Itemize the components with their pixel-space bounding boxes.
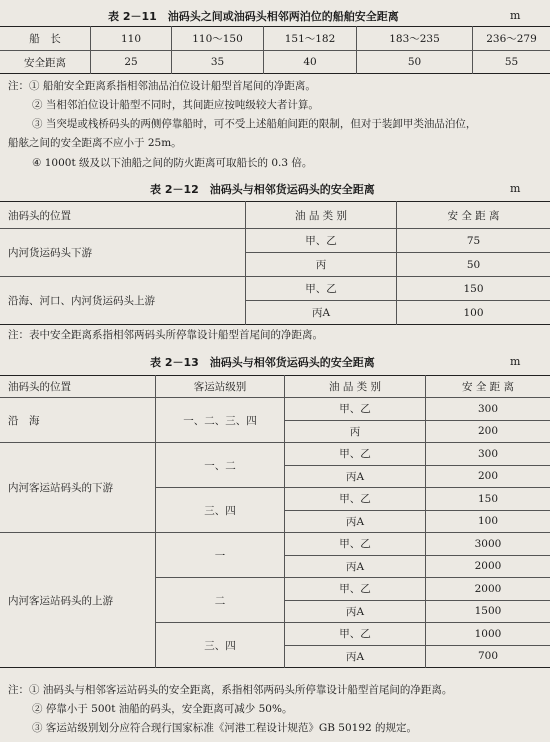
table-cell: 75 — [397, 229, 550, 253]
table-2-13 — [0, 375, 550, 668]
table-cell: 丙A — [285, 510, 426, 533]
table-cell: 700 — [426, 645, 550, 668]
table-cell: 沿 海 — [8, 414, 40, 427]
note-text: ② 当相邻泊位设计船型不同时，其间距应按吨级较大者计算。 — [32, 99, 319, 111]
table-cell: 丙A — [246, 301, 397, 325]
table-cell: 100 — [397, 301, 550, 325]
table-row — [0, 51, 550, 74]
table-cell: 丙 — [246, 253, 397, 277]
table-cell: 甲、乙 — [246, 277, 397, 301]
note-text: ④ 1000t 级及以下油船之间的防火距离可取船长的 0.3 倍。 — [32, 157, 313, 169]
table-cell: 1500 — [426, 600, 550, 623]
table-cell: 甲、乙 — [246, 229, 397, 253]
table-cell: 55 — [473, 51, 550, 74]
table-cell: 200 — [426, 420, 550, 443]
table-cell: 200 — [426, 465, 550, 488]
table-cell: 183～235 — [357, 27, 473, 51]
table-header-cell: 油 品 类 别 — [246, 202, 397, 229]
table-cell: 50 — [357, 51, 473, 74]
table-2-13-unit: m — [510, 355, 521, 368]
table-cell: 一、二、三、四 — [156, 398, 285, 443]
table-cell: 100 — [426, 510, 550, 533]
table-cell: 110～150 — [172, 27, 264, 51]
table-row — [0, 229, 550, 253]
note-text: 注：表中安全距离系指相邻两码头所停靠设计船型首尾间的净距离。 — [8, 329, 323, 341]
table-cell: 甲、乙 — [285, 443, 426, 466]
table-cell: 236～279 — [473, 27, 550, 51]
note-text: ② 停靠小于 500t 油船的码头，安全距离可减少 50%。 — [32, 703, 293, 715]
table-cell: 内河客运站码头的下游 — [0, 443, 156, 533]
table-2-11 — [0, 26, 550, 74]
table-row — [0, 277, 550, 301]
note-text: 船舷之间的安全距离不应小于 25m。 — [8, 137, 182, 149]
table-row — [0, 27, 550, 51]
table-row — [0, 398, 550, 421]
table-header-cell: 安 全 距 离 — [397, 202, 550, 229]
table-cell: 二 — [156, 578, 285, 623]
note-text: 注：① 船舶安全距离系指相邻油品泊位设计船型首尾间的净距离。 — [8, 80, 316, 92]
table-cell: 丙A — [285, 600, 426, 623]
table-cell: 一、二 — [156, 443, 285, 488]
note-text: ③ 当突堤或栈桥码头的两侧停靠船时，可不受上述船舶间距的限制，但对于装卸甲类油品泊位， — [32, 118, 477, 130]
table-2-12 — [0, 201, 550, 325]
table-cell: 沿海、河口、内河货运码头上游 — [8, 295, 155, 307]
table-cell: 2000 — [426, 555, 550, 578]
table-header-cell: 客运站级别 — [156, 376, 285, 398]
note-text: 注：① 油码头与相邻客运站码头的安全距离，系指相邻两码头所停靠设计船型首尾间的净距离。 — [8, 684, 453, 696]
table-cell: 丙A — [285, 465, 426, 488]
table-cell: 甲、乙 — [285, 533, 426, 556]
table-cell: 船 长 — [29, 33, 61, 45]
table-cell: 内河货运码头下游 — [8, 247, 92, 259]
table-cell: 1000 — [426, 623, 550, 646]
table-cell: 甲、乙 — [285, 488, 426, 511]
table-cell: 甲、乙 — [285, 398, 426, 421]
table-cell: 50 — [397, 253, 550, 277]
table-cell: 150 — [397, 277, 550, 301]
table-cell: 35 — [172, 51, 264, 74]
table-2-12-title: 表 2－12 油码头与相邻货运码头的安全距离 — [150, 183, 375, 196]
table-cell: 甲、乙 — [285, 578, 426, 601]
table-cell: 安全距离 — [24, 56, 66, 69]
table-cell: 25 — [91, 51, 172, 74]
table-cell: 甲、乙 — [285, 623, 426, 646]
table-cell: 300 — [426, 443, 550, 466]
table-cell: 3000 — [426, 533, 550, 556]
note-text: ③ 客运站级别划分应符合现行国家标准《河港工程设计规范》GB 50192 的规定。 — [32, 722, 418, 734]
table-cell: 300 — [426, 398, 550, 421]
table-header-cell: 安 全 距 离 — [426, 376, 550, 398]
table-header-cell: 油 品 类 别 — [285, 376, 426, 398]
table-cell: 2000 — [426, 578, 550, 601]
table-2-13-title: 表 2－13 油码头与相邻货运码头的安全距离 — [150, 356, 375, 369]
table-cell: 三、四 — [156, 623, 285, 668]
table-cell: 内河客运站码头的上游 — [0, 533, 156, 668]
table-2-12-unit: m — [510, 182, 521, 195]
table-cell: 一 — [156, 533, 285, 578]
table-cell: 三、四 — [156, 488, 285, 533]
table-header-cell: 油码头的位置 — [8, 209, 71, 222]
table-header-cell: 油码头的位置 — [8, 381, 71, 393]
table-row — [0, 202, 550, 229]
table-cell: 151～182 — [264, 27, 357, 51]
table-2-11-unit: m — [510, 9, 521, 22]
table-row — [0, 376, 550, 398]
table-cell: 150 — [426, 488, 550, 511]
table-2-11-title: 表 2－11 油码头之间或油码头相邻两泊位的船舶安全距离 — [108, 10, 399, 23]
table-cell: 110 — [91, 27, 172, 51]
table-row — [0, 443, 550, 466]
table-cell: 丙A — [285, 645, 426, 668]
table-row — [0, 533, 550, 556]
table-cell: 丙 — [285, 420, 426, 443]
table-cell: 丙A — [285, 555, 426, 578]
table-cell: 40 — [264, 51, 357, 74]
